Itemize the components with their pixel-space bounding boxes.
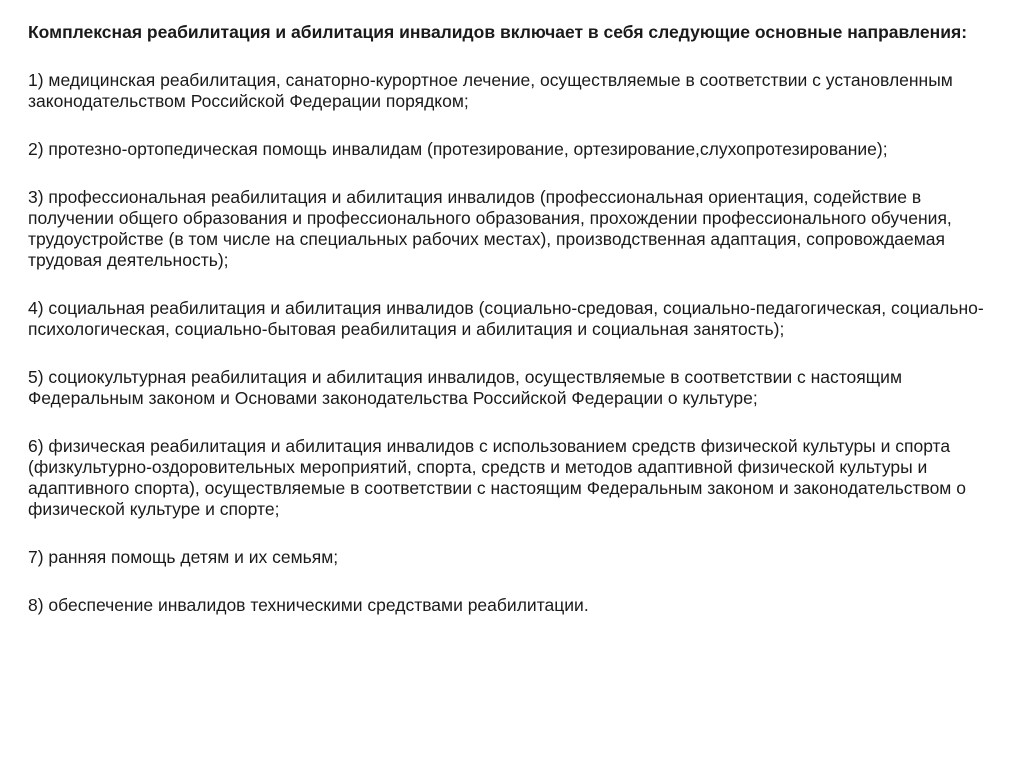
list-item-2: 2) протезно-ортопедическая помощь инвалидам (протезирование, ортезирование,слухопротезирование); <box>28 139 888 159</box>
list-item-3: 3) профессиональная реабилитация и абилитация инвалидов (профессиональная ориентация, содействие в получении общего образования и профессионального образования, прохождении профессионального обучения, трудоустройстве (в том числе на специальных рабочих местах), производственная адаптация, сопровождаемая трудовая деятельность); <box>28 187 952 270</box>
list-item-8: 8) обеспечение инвалидов техническими средствами реабилитации. <box>28 595 589 615</box>
slide-content <box>28 22 1003 643</box>
list-item-6: 6) физическая реабилитация и абилитация инвалидов с использованием средств физической культуры и спорта (физкультурно-оздоровительных мероприятий, спорта, средств и методов адаптивной физической культуры и адаптивного спорта), осуществляемые в соответствии с настоящим Федеральным законом и законодательством о физической культуре и спорте; <box>28 436 966 519</box>
list-item-7: 7) ранняя помощь детям и их семьям; <box>28 547 339 567</box>
list-item-5: 5) социокультурная реабилитация и абилитация инвалидов, осуществляемые в соответствии с настоящим Федеральным законом и Основами законодательства Российской Федерации о культуре; <box>28 367 902 408</box>
list-item-4: 4) социальная реабилитация и абилитация инвалидов (социально-средовая, социально-педагогическая, социально-психологическая, социально-бытовая реабилитация и абилитация и социальная занятость); <box>28 298 984 339</box>
slide-heading: Комплексная реабилитация и абилитация инвалидов включает в себя следующие основные направления: <box>28 22 968 42</box>
list-item-1: 1) медицинская реабилитация, санаторно-курортное лечение, осуществляемые в соответствии с установленным законодательством Российской Федерации порядком; <box>28 70 953 111</box>
